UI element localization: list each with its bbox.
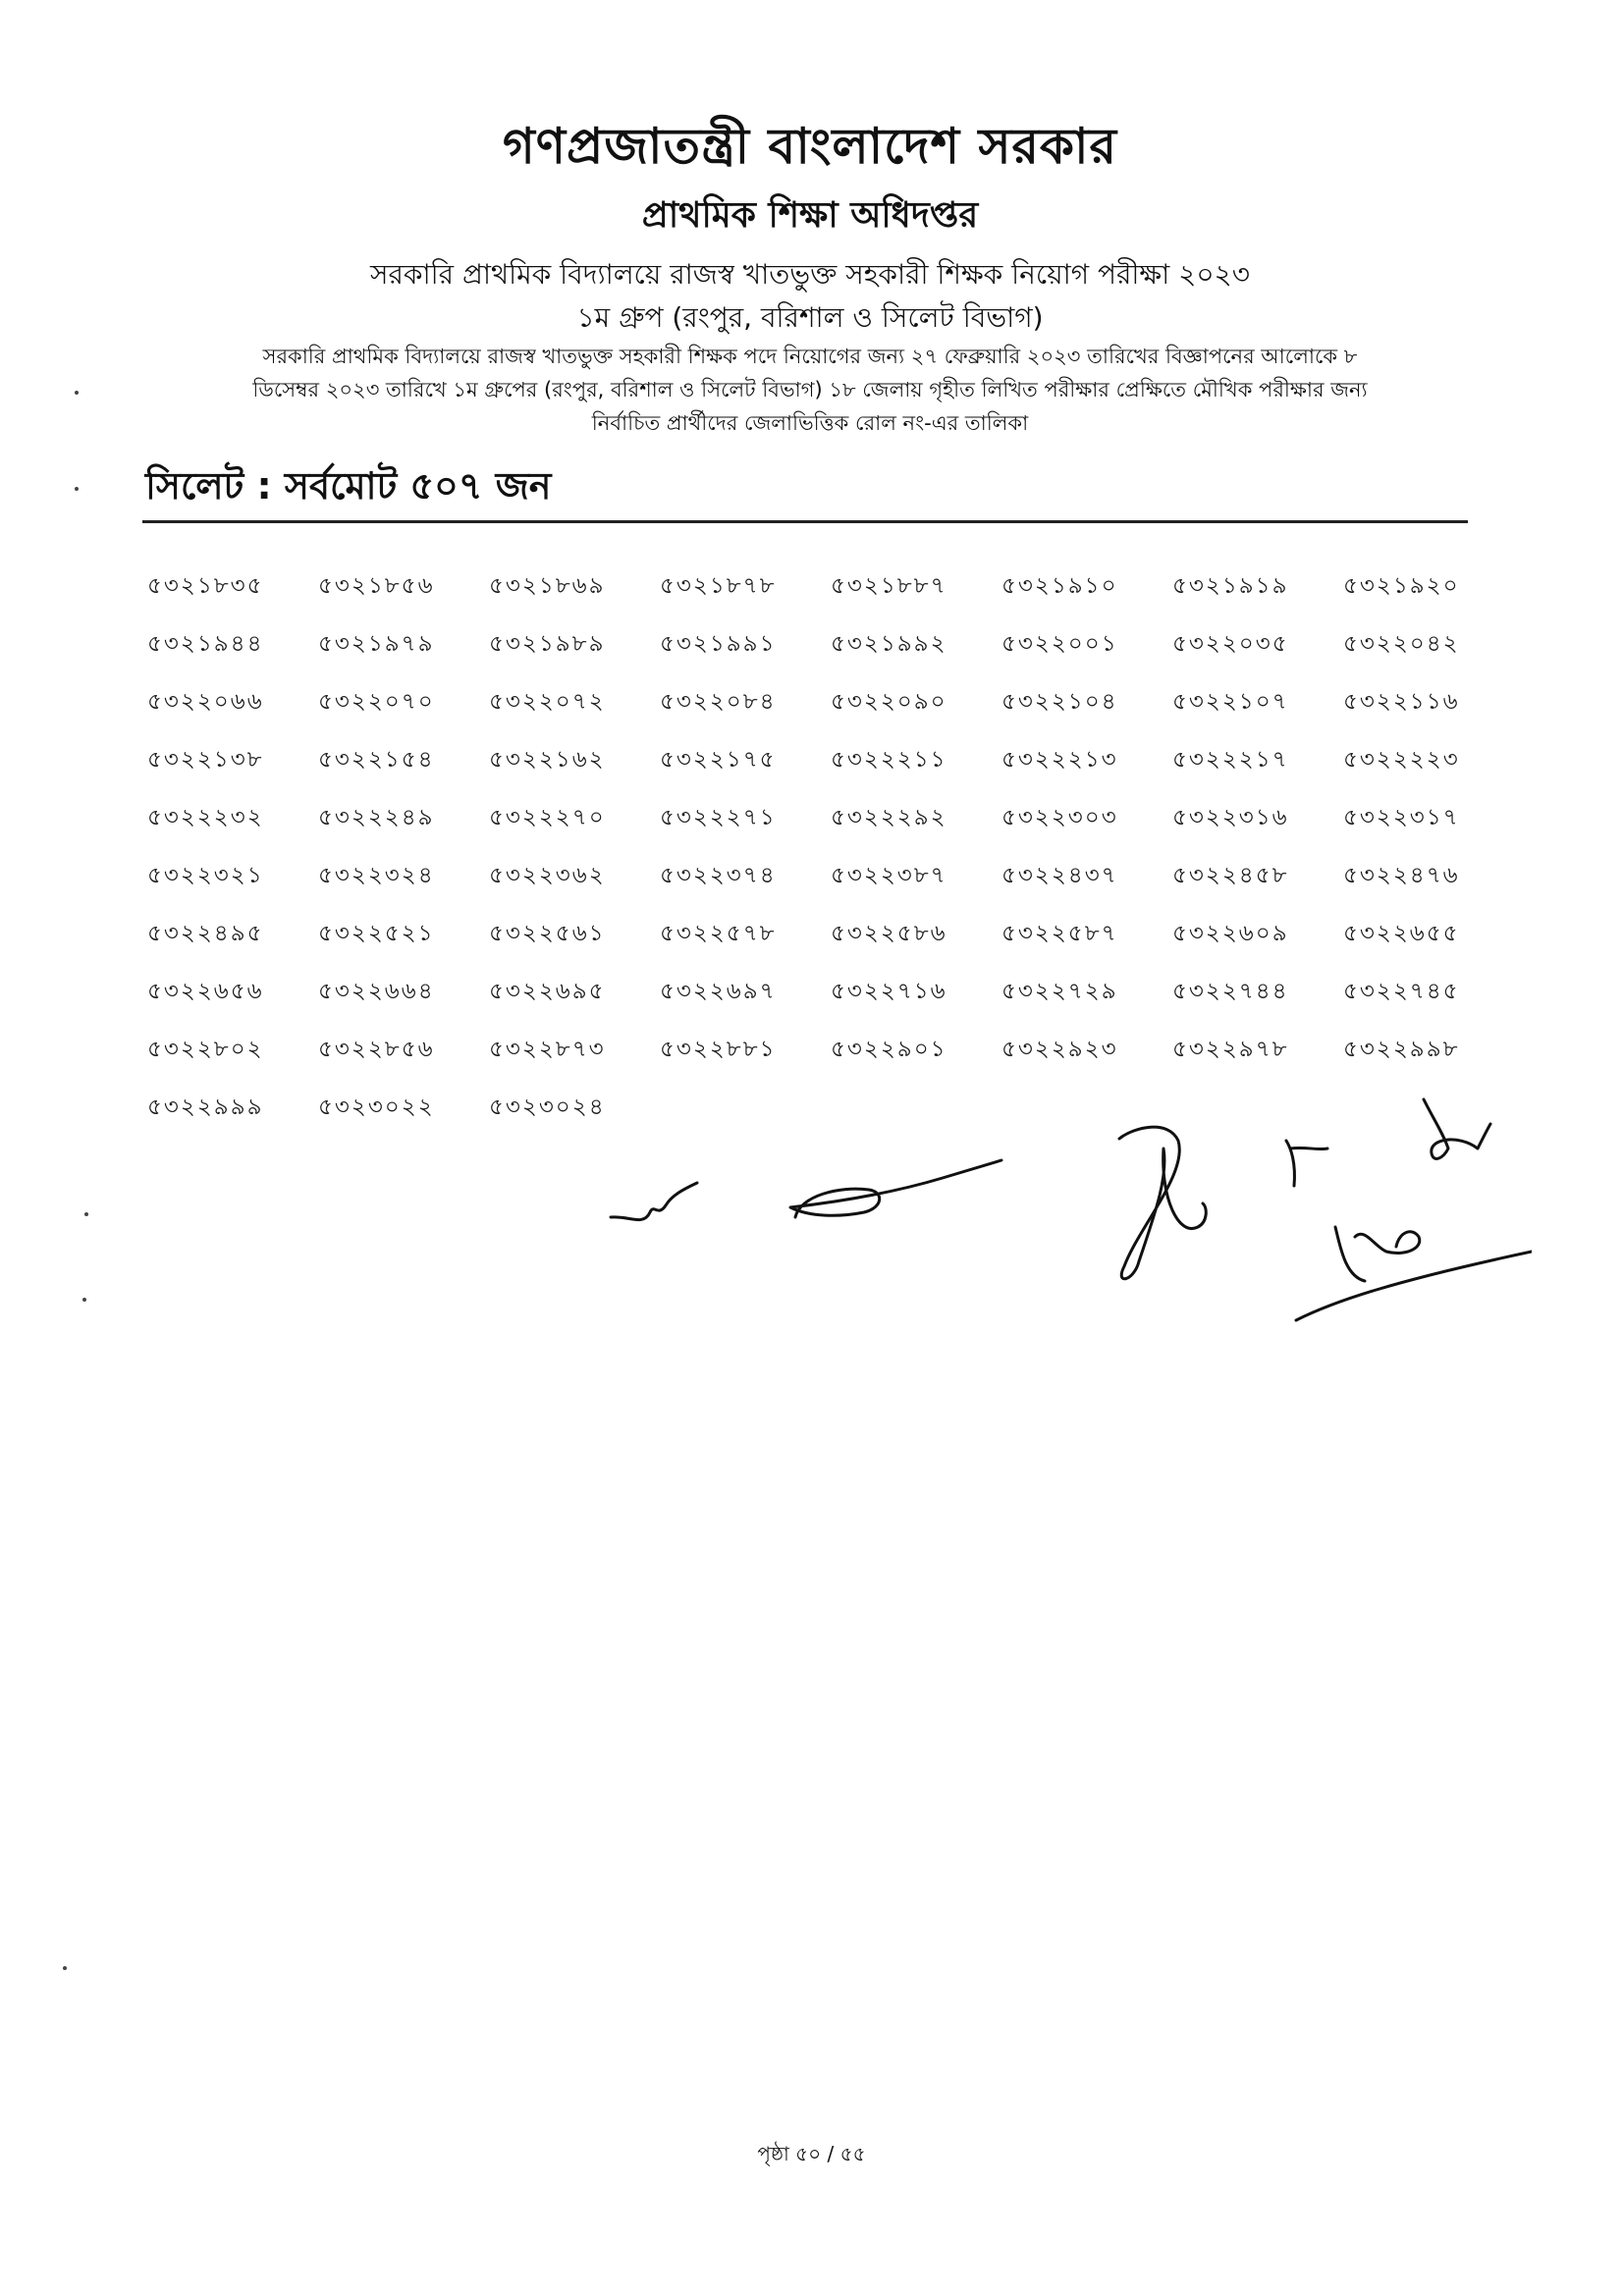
roll-number: ৫৩২২১১৬	[1343, 689, 1460, 715]
roll-number: ৫৩২২৯০১	[831, 1037, 947, 1062]
scan-speck	[75, 487, 79, 491]
roll-number: ৫৩২১৯৯২	[831, 631, 947, 657]
roll-number: ৫৩২২০৬৬	[147, 689, 264, 715]
heading-divider	[142, 520, 1468, 523]
roll-number: ৫৩২২৪৩৭	[1001, 863, 1118, 888]
roll-number: ৫৩২২৮৭৩	[489, 1037, 606, 1062]
roll-number: ৫৩২২১৭৫	[660, 747, 777, 773]
notice-line-3: নির্বাচিত প্রার্থীদের জেলাভিত্তিক রোল নং-এর তালিকা	[591, 411, 1029, 435]
roll-number: ৫৩২১৮৬৯	[489, 573, 606, 599]
roll-number: ৫৩২২২১১	[831, 747, 947, 773]
roll-number: ৫৩২২০০১	[1001, 631, 1118, 657]
roll-number: ৫৩২২২৪৯	[318, 805, 435, 830]
roll-number: ৫৩২৩০২২	[318, 1095, 435, 1120]
scan-speck	[82, 1298, 86, 1302]
roll-number: ৫৩২২২১৭	[1172, 747, 1289, 773]
roll-number: ৫৩২২৬৬৪	[318, 979, 435, 1004]
signatures	[589, 1080, 1532, 1335]
roll-number: ৫৩২২৪৫৮	[1172, 863, 1289, 888]
roll-number: ৫৩২২১৫৪	[318, 747, 435, 773]
scan-speck	[84, 1212, 88, 1216]
roll-number: ৫৩২২১৩৮	[147, 747, 264, 773]
roll-number: ৫৩২১৯২০	[1343, 573, 1460, 599]
roll-number: ৫৩২২৩৮৭	[831, 863, 947, 888]
roll-number: ৫৩২২২৭০	[489, 805, 606, 830]
roll-number: ৫৩২২৩১৬	[1172, 805, 1289, 830]
roll-number: ৫৩২২৫৮৬	[831, 921, 947, 946]
roll-number: ৫৩২২৩২৪	[318, 863, 435, 888]
roll-number: ৫৩২২৭১৬	[831, 979, 947, 1004]
roll-number-grid	[147, 567, 1483, 1147]
roll-number: ৫৩২২৬০৯	[1172, 921, 1289, 946]
page-number: পৃষ্ঠা ৫০ / ৫৫	[757, 2142, 866, 2165]
roll-number: ৫৩২২৯৯৮	[1343, 1037, 1460, 1062]
roll-number: ৫৩২১৯৪৪	[147, 631, 264, 657]
roll-number: ৫৩২১৮৮৭	[831, 573, 947, 599]
roll-number: ৫৩২২৮০২	[147, 1037, 264, 1062]
section-heading: সিলেট : সর্বমোট ৫০৭ জন	[145, 464, 552, 507]
roll-number: ৫৩২২৪৯৫	[147, 921, 264, 946]
notice-line-2: ডিসেম্বর ২০২৩ তারিখে ১ম গ্রুপের (রংপুর, বরিশাল ও সিলেট বিভাগ) ১৮ জেলায় গৃহীত লিখিত পরীক্ষার প্রেক্ষিতে মৌখিক পরীক্ষার জন্য	[252, 378, 1368, 401]
roll-number: ৫৩২২২৭১	[660, 805, 777, 830]
roll-number: ৫৩২২১০৪	[1001, 689, 1118, 715]
roll-number: ৫৩২২৫২১	[318, 921, 435, 946]
notice-paragraph	[167, 340, 1453, 440]
signature-1	[611, 1183, 697, 1220]
signature-6	[1424, 1099, 1490, 1158]
roll-number: ৫৩২২৮৮১	[660, 1037, 777, 1062]
roll-number: ৫৩২২৪৭৬	[1343, 863, 1460, 888]
roll-number: ৫৩২২২২৩	[1343, 747, 1460, 773]
government-title: গণপ্রজাতন্ত্রী বাংলাদেশ সরকার	[503, 118, 1117, 175]
department-title: প্রাথমিক শিক্ষা অধিদপ্তর	[641, 195, 979, 236]
roll-number: ৫৩২২১০৭	[1172, 689, 1289, 715]
roll-number: ৫৩২১৮৩৫	[147, 573, 264, 599]
roll-number: ৫৩২২১৬২	[489, 747, 606, 773]
scan-speck	[75, 391, 79, 395]
roll-number: ৫৩২২৩২১	[147, 863, 264, 888]
roll-number: ৫৩২১৯১৯	[1172, 573, 1289, 599]
roll-number: ৫৩২২৯৭৮	[1172, 1037, 1289, 1062]
roll-number: ৫৩২১৯৯১	[660, 631, 777, 657]
roll-number: ৫৩২২৫৬১	[489, 921, 606, 946]
roll-number: ৫৩২২৮৫৬	[318, 1037, 435, 1062]
signature-2	[790, 1160, 1001, 1217]
roll-number: ৫৩২২২৯২	[831, 805, 947, 830]
roll-number: ৫৩২২২১৩	[1001, 747, 1118, 773]
roll-number: ৫৩২২০৭০	[318, 689, 435, 715]
roll-number: ৫৩২২৫৮৭	[1001, 921, 1118, 946]
roll-number: ৫৩২১৮৭৮	[660, 573, 777, 599]
roll-number: ৫৩২২৭৪৪	[1172, 979, 1289, 1004]
group-title: ১ম গ্রুপ (রংপুর, বরিশাল ও সিলেট বিভাগ)	[576, 301, 1044, 334]
signature-4	[1286, 1141, 1327, 1186]
notice-line-1: সরকারি প্রাথমিক বিদ্যালয়ে রাজস্ব খাতভুক্ত সহকারী শিক্ষক পদে নিয়োগের জন্য ২৭ ফেব্রুয়ারি ২০২৩ তারিখের বিজ্ঞাপনের আলোকে ৮	[262, 345, 1358, 368]
roll-number: ৫৩২২০৩৫	[1172, 631, 1289, 657]
roll-number: ৫৩২২২৩২	[147, 805, 264, 830]
roll-number: ৫৩২২৬৫৬	[147, 979, 264, 1004]
roll-number: ৫৩২২৩৬২	[489, 863, 606, 888]
signature-5	[1296, 1232, 1532, 1320]
roll-number: ৫৩২২৯২৩	[1001, 1037, 1118, 1062]
roll-number: ৫৩২২৬৯৭	[660, 979, 777, 1004]
roll-number: ৫৩২২০৭২	[489, 689, 606, 715]
scan-speck	[63, 1966, 67, 1970]
roll-number: ৫৩২২৯৯৯	[147, 1095, 264, 1120]
roll-number: ৫৩২২৬৯৫	[489, 979, 606, 1004]
roll-number: ৫৩২২৭৪৫	[1343, 979, 1460, 1004]
roll-number: ৫৩২২০৮৪	[660, 689, 777, 715]
roll-number: ৫৩২২৫৭৮	[660, 921, 777, 946]
roll-number: ৫৩২২৩১৭	[1343, 805, 1460, 830]
roll-number: ৫৩২২০৪২	[1343, 631, 1460, 657]
roll-number: ৫৩২১৯১০	[1001, 573, 1118, 599]
roll-number: ৫৩২২৩০৩	[1001, 805, 1118, 830]
roll-number: ৫৩২১৯৮৯	[489, 631, 606, 657]
roll-number: ৫৩২১৮৫৬	[318, 573, 435, 599]
roll-number: ৫৩২২৭২৯	[1001, 979, 1118, 1004]
signature-3	[1119, 1127, 1206, 1279]
roll-number: ৫৩২২০৯০	[831, 689, 947, 715]
roll-number: ৫৩২৩০২৪	[489, 1095, 606, 1120]
roll-number: ৫৩২২৩৭৪	[660, 863, 777, 888]
exam-title: সরকারি প্রাথমিক বিদ্যালয়ে রাজস্ব খাতভুক্ত সহকারী শিক্ষক নিয়োগ পরীক্ষা ২০২৩	[370, 258, 1250, 291]
roll-number: ৫৩২১৯৭৯	[318, 631, 435, 657]
roll-number: ৫৩২২৬৫৫	[1343, 921, 1460, 946]
